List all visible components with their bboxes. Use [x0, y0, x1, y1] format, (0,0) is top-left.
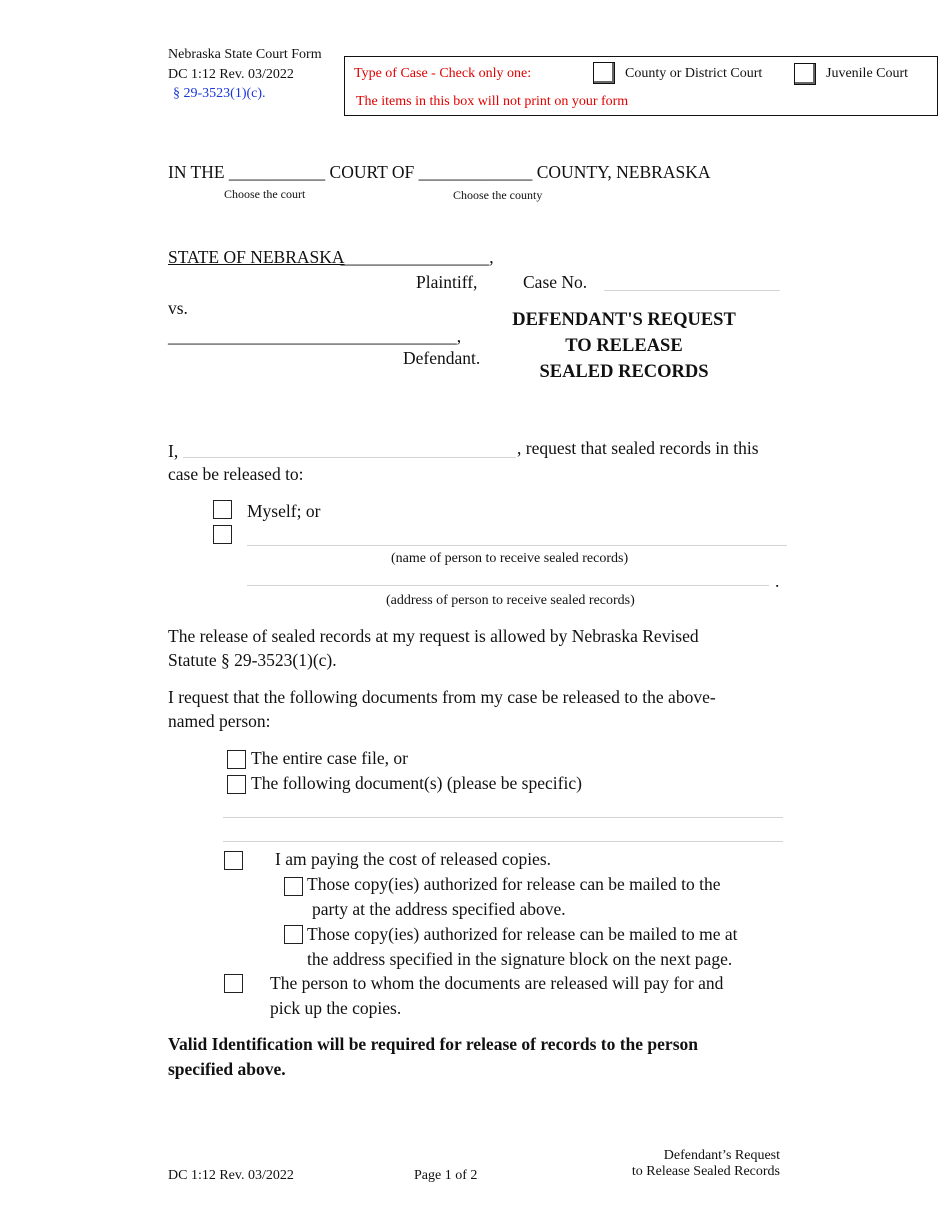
recipient-name-field[interactable]: [247, 545, 787, 546]
mail-to-party-line-1: Those copy(ies) authorized for release can be mailed to the: [307, 874, 721, 894]
court-select[interactable]: ___________: [228, 162, 326, 182]
documents-para-line-2: named person:: [168, 711, 271, 731]
county-district-checkbox[interactable]: [593, 62, 615, 84]
vs-text: vs.: [168, 298, 188, 318]
county-select[interactable]: _____________: [418, 162, 533, 182]
documents-para-line-1: I request that the following documents from my case be released to the above-: [168, 687, 716, 707]
mail-to-party-line-2: party at the address specified above.: [312, 899, 566, 919]
footer-form-number: DC 1:12 Rev. 03/2022: [168, 1168, 294, 1183]
plaintiff-label: Plaintiff,: [416, 272, 478, 292]
recipient-name-caption: (name of person to receive sealed records): [391, 551, 629, 566]
defendant-label: Defendant.: [403, 348, 481, 368]
case-no-label: Case No.: [523, 272, 588, 292]
requester-name-field[interactable]: [183, 457, 516, 458]
form-number: DC 1:12 Rev. 03/2022: [168, 67, 294, 82]
specific-docs-checkbox[interactable]: [227, 775, 246, 794]
plaintiff-line: [168, 247, 494, 268]
entire-file-checkbox[interactable]: [227, 750, 246, 769]
myself-checkbox[interactable]: [213, 500, 232, 519]
request-text-2: case be released to:: [168, 464, 304, 484]
defendant-name-field[interactable]: _________________________________,: [168, 326, 462, 346]
statute-link[interactable]: § 29-3523(1)(c).: [173, 86, 266, 101]
court-line: [168, 162, 710, 183]
county-nebraska-text: COUNTY, NEBRASKA: [536, 162, 711, 182]
case-type-box: [344, 56, 938, 116]
request-text: , request that sealed records in this: [517, 438, 759, 458]
title-line-2: TO RELEASE: [565, 336, 683, 356]
id-notice-line-2: specified above.: [168, 1059, 286, 1079]
plaintiff-name: STATE OF NEBRASKA: [168, 247, 345, 267]
specific-docs-field-1[interactable]: [223, 817, 783, 818]
recipient-address-caption: (address of person to receive sealed records): [386, 593, 635, 608]
myself-label: Myself; or: [247, 501, 321, 521]
other-pays-line-1: The person to whom the documents are released will pay for and: [270, 973, 724, 993]
other-pays-line-2: pick up the copies.: [270, 998, 402, 1018]
statute-para-line-1: The release of sealed records at my request is allowed by Nebraska Revised: [168, 626, 699, 646]
choose-county-hint: Choose the county: [453, 188, 543, 202]
court-of-text: COURT OF: [329, 162, 415, 182]
footer-doc-title: [632, 1148, 780, 1180]
paying-cost-checkbox[interactable]: [224, 851, 243, 870]
juvenile-label: Juvenile Court: [826, 66, 909, 81]
paying-cost-label: I am paying the cost of released copies.: [275, 849, 552, 869]
title-line-1: DEFENDANT'S REQUEST: [512, 310, 736, 330]
specific-docs-label: The following document(s) (please be specific): [251, 773, 582, 793]
county-district-label: County or District Court: [625, 66, 763, 81]
mail-to-party-checkbox[interactable]: [284, 877, 303, 896]
other-person-checkbox[interactable]: [213, 525, 232, 544]
mail-to-me-line-1: Those copy(ies) authorized for release can be mailed to me at: [307, 924, 738, 944]
non-print-note: The items in this box will not print on your form: [356, 94, 629, 109]
case-type-label: Type of Case - Check only one:: [354, 66, 532, 81]
juvenile-checkbox[interactable]: [794, 63, 816, 85]
footer-title-line-2: to Release Sealed Records: [631, 1164, 780, 1179]
mail-to-me-checkbox[interactable]: [284, 925, 303, 944]
address-period: .: [775, 571, 780, 591]
i-text: I,: [168, 441, 179, 461]
document-title: [484, 310, 764, 383]
statute-para-line-2: Statute § 29-3523(1)(c).: [168, 650, 337, 670]
choose-court-hint: Choose the court: [224, 187, 306, 201]
recipient-address-field[interactable]: [247, 585, 769, 586]
mail-to-me-line-2: the address specified in the signature block on the next page.: [307, 949, 733, 969]
title-line-3: SEALED RECORDS: [539, 362, 709, 382]
form-name: Nebraska State Court Form: [168, 47, 322, 62]
footer-title-line-1: Defendant’s Request: [663, 1148, 780, 1163]
footer-page-number: Page 1 of 2: [414, 1168, 478, 1183]
plaintiff-blank: _________________,: [340, 247, 494, 267]
specific-docs-field-2[interactable]: [223, 841, 783, 842]
other-pays-checkbox[interactable]: [224, 974, 243, 993]
id-notice-line-1: Valid Identification will be required for release of records to the person: [168, 1034, 698, 1054]
in-the-text: IN THE: [168, 162, 225, 182]
case-no-field[interactable]: [604, 290, 780, 291]
entire-file-label: The entire case file, or: [251, 748, 408, 768]
